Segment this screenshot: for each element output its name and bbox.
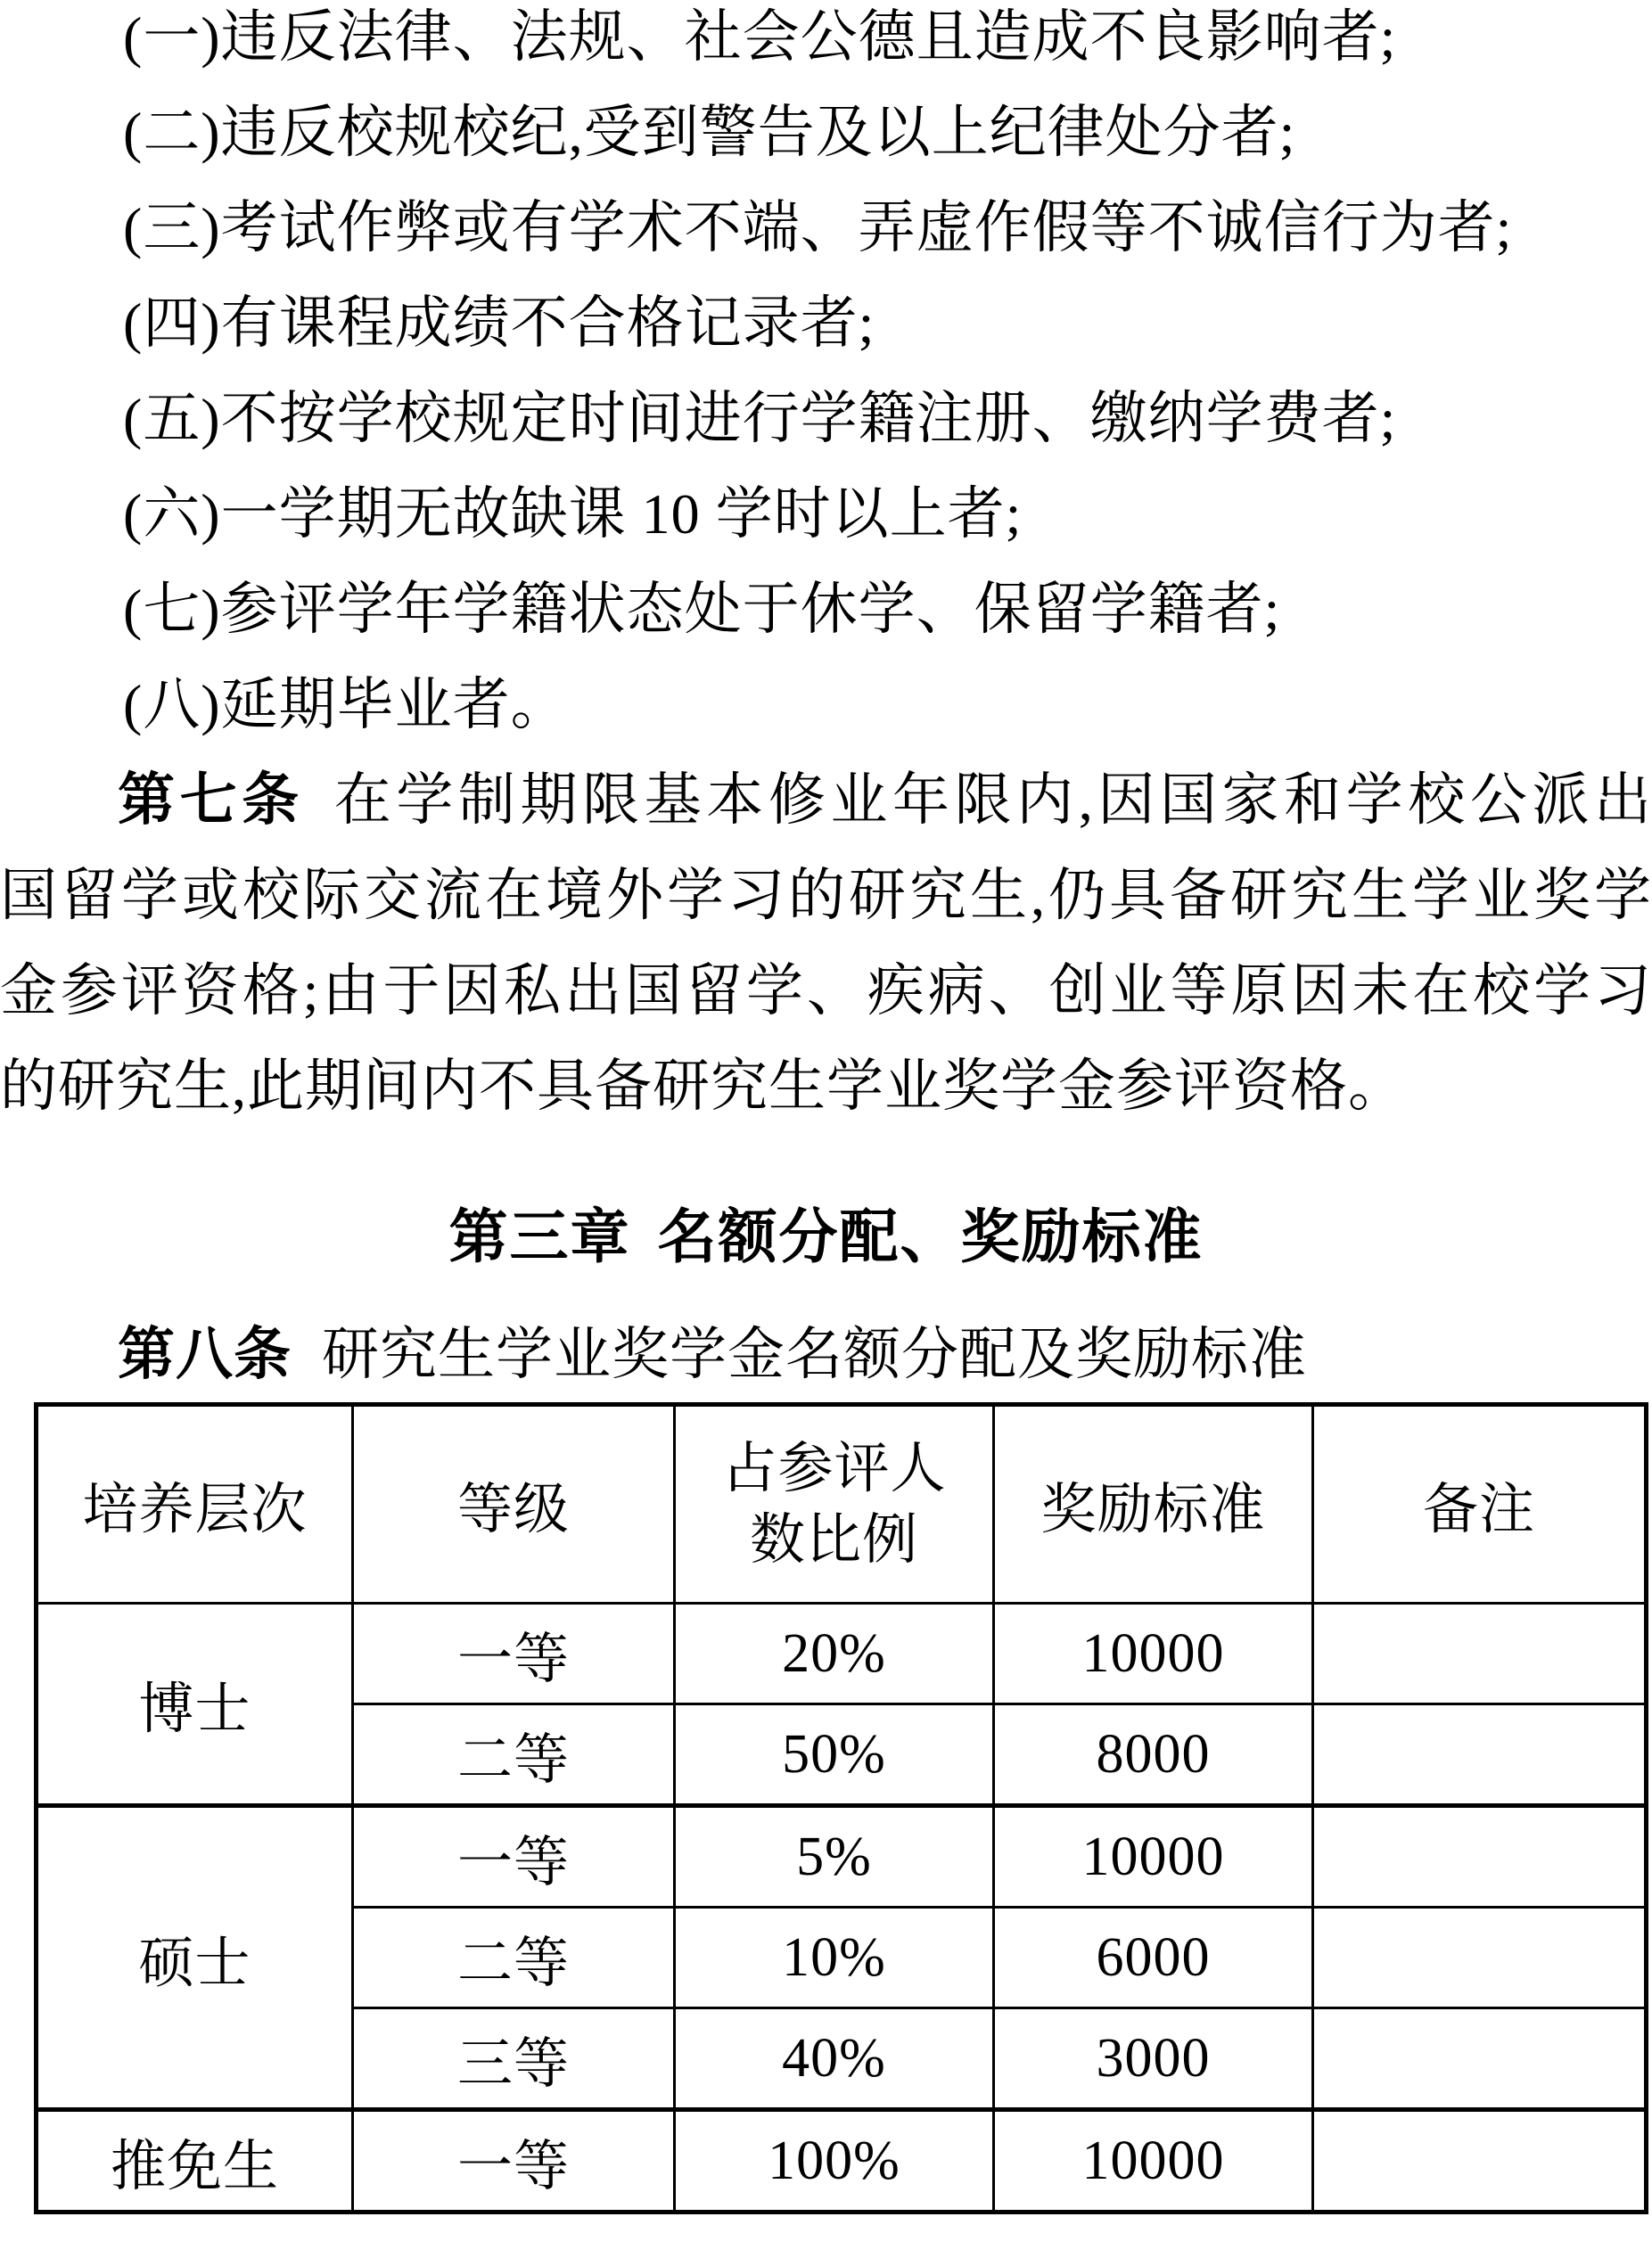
header-note: 备注 — [1313, 1405, 1647, 1604]
article-7-line-2: 国留学或校际交流在境外学习的研究生,仍具备研究生学业奖学 — [0, 864, 1652, 927]
note-cell — [1313, 1604, 1647, 1704]
standard-cell: 10000 — [994, 2110, 1313, 2213]
header-standard: 奖励标准 — [994, 1405, 1313, 1604]
ratio-cell: 20% — [675, 1604, 994, 1704]
grade-cell: 一等 — [353, 2110, 675, 2213]
grade-cell: 二等 — [353, 1704, 675, 1806]
article-7-paragraph — [0, 752, 1652, 1134]
header-grade: 等级 — [353, 1405, 675, 1604]
note-cell — [1313, 2008, 1647, 2110]
table-row-exempt-1 — [37, 2110, 1647, 2213]
ratio-cell: 40% — [675, 2008, 994, 2110]
chapter-number: 第三章 — [448, 1205, 631, 1270]
standard-cell: 8000 — [994, 1704, 1313, 1806]
article-7-line-1 — [0, 752, 1652, 848]
article-8-heading — [0, 1307, 1652, 1402]
note-cell — [1313, 1704, 1647, 1806]
clause-item-5: (五)不按学校规定时间进行学籍注册、缴纳学费者; — [123, 387, 1397, 450]
standard-cell: 10000 — [994, 1806, 1313, 1908]
header-ratio-line-2: 数比例 — [749, 1509, 918, 1571]
header-ratio — [675, 1405, 994, 1604]
table-row-doctor-1 — [37, 1604, 1647, 1704]
clause-item-2: (二)违反校规校纪,受到警告及以上纪律处分者; — [123, 101, 1296, 164]
article-7-line-4: 的研究生,此期间内不具备研究生学业奖学金参评资格。 — [0, 1055, 1406, 1118]
note-cell — [1313, 1806, 1647, 1908]
article-7-line-3: 金参评资格;由于因私出国留学、疾病、创业等原因未在校学习 — [0, 959, 1652, 1022]
chapter-heading — [0, 1189, 1652, 1287]
ratio-cell: 100% — [675, 2110, 994, 2213]
level-cell-doctor: 博士 — [37, 1604, 353, 1806]
grade-cell: 一等 — [353, 1604, 675, 1704]
level-cell-exempt: 推免生 — [37, 2110, 353, 2213]
ratio-cell: 10% — [675, 1908, 994, 2008]
clause-item-7: (七)参评学年学籍状态处于休学、保留学籍者; — [123, 578, 1281, 641]
article-8-title: 研究生学业奖学金名额分配及奖励标准 — [322, 1323, 1307, 1386]
note-cell — [1313, 1908, 1647, 2008]
article-8-label: 第八条 — [118, 1323, 292, 1386]
clause-item-1: (一)违反法律、法规、社会公德且造成不良影响者; — [123, 5, 1397, 69]
clause-item-4: (四)有课程成绩不合格记录者; — [123, 291, 875, 355]
level-cell-master: 硕士 — [37, 1806, 353, 2110]
standard-cell: 3000 — [994, 2008, 1313, 2110]
clause-item-8: (八)延期毕业者。 — [123, 673, 569, 736]
table-header-row — [37, 1405, 1647, 1604]
clause-item-6: (六)一学期无故缺课 10 学时以上者; — [123, 482, 1023, 546]
clause-item-3: (三)考试作弊或有学术不端、弄虚作假等不诚信行为者; — [123, 196, 1513, 259]
article-7-line-1-text: 在学制期限基本修业年限内,因国家和学校公派出 — [333, 768, 1652, 832]
article-7-label: 第七条 — [118, 768, 304, 832]
chapter-title: 名额分配、奖励标准 — [657, 1205, 1204, 1270]
standard-cell: 6000 — [994, 1908, 1313, 2008]
grade-cell: 三等 — [353, 2008, 675, 2110]
grade-cell: 二等 — [353, 1908, 675, 2008]
table-row-master-1 — [37, 1806, 1647, 1908]
ratio-cell: 50% — [675, 1704, 994, 1806]
standard-cell: 10000 — [994, 1604, 1313, 1704]
grade-cell: 一等 — [353, 1806, 675, 1908]
ratio-cell: 5% — [675, 1806, 994, 1908]
header-ratio-line-1: 占参评人 — [721, 1438, 947, 1499]
note-cell — [1313, 2110, 1647, 2213]
header-level: 培养层次 — [37, 1405, 353, 1604]
award-table — [34, 1402, 1648, 2214]
